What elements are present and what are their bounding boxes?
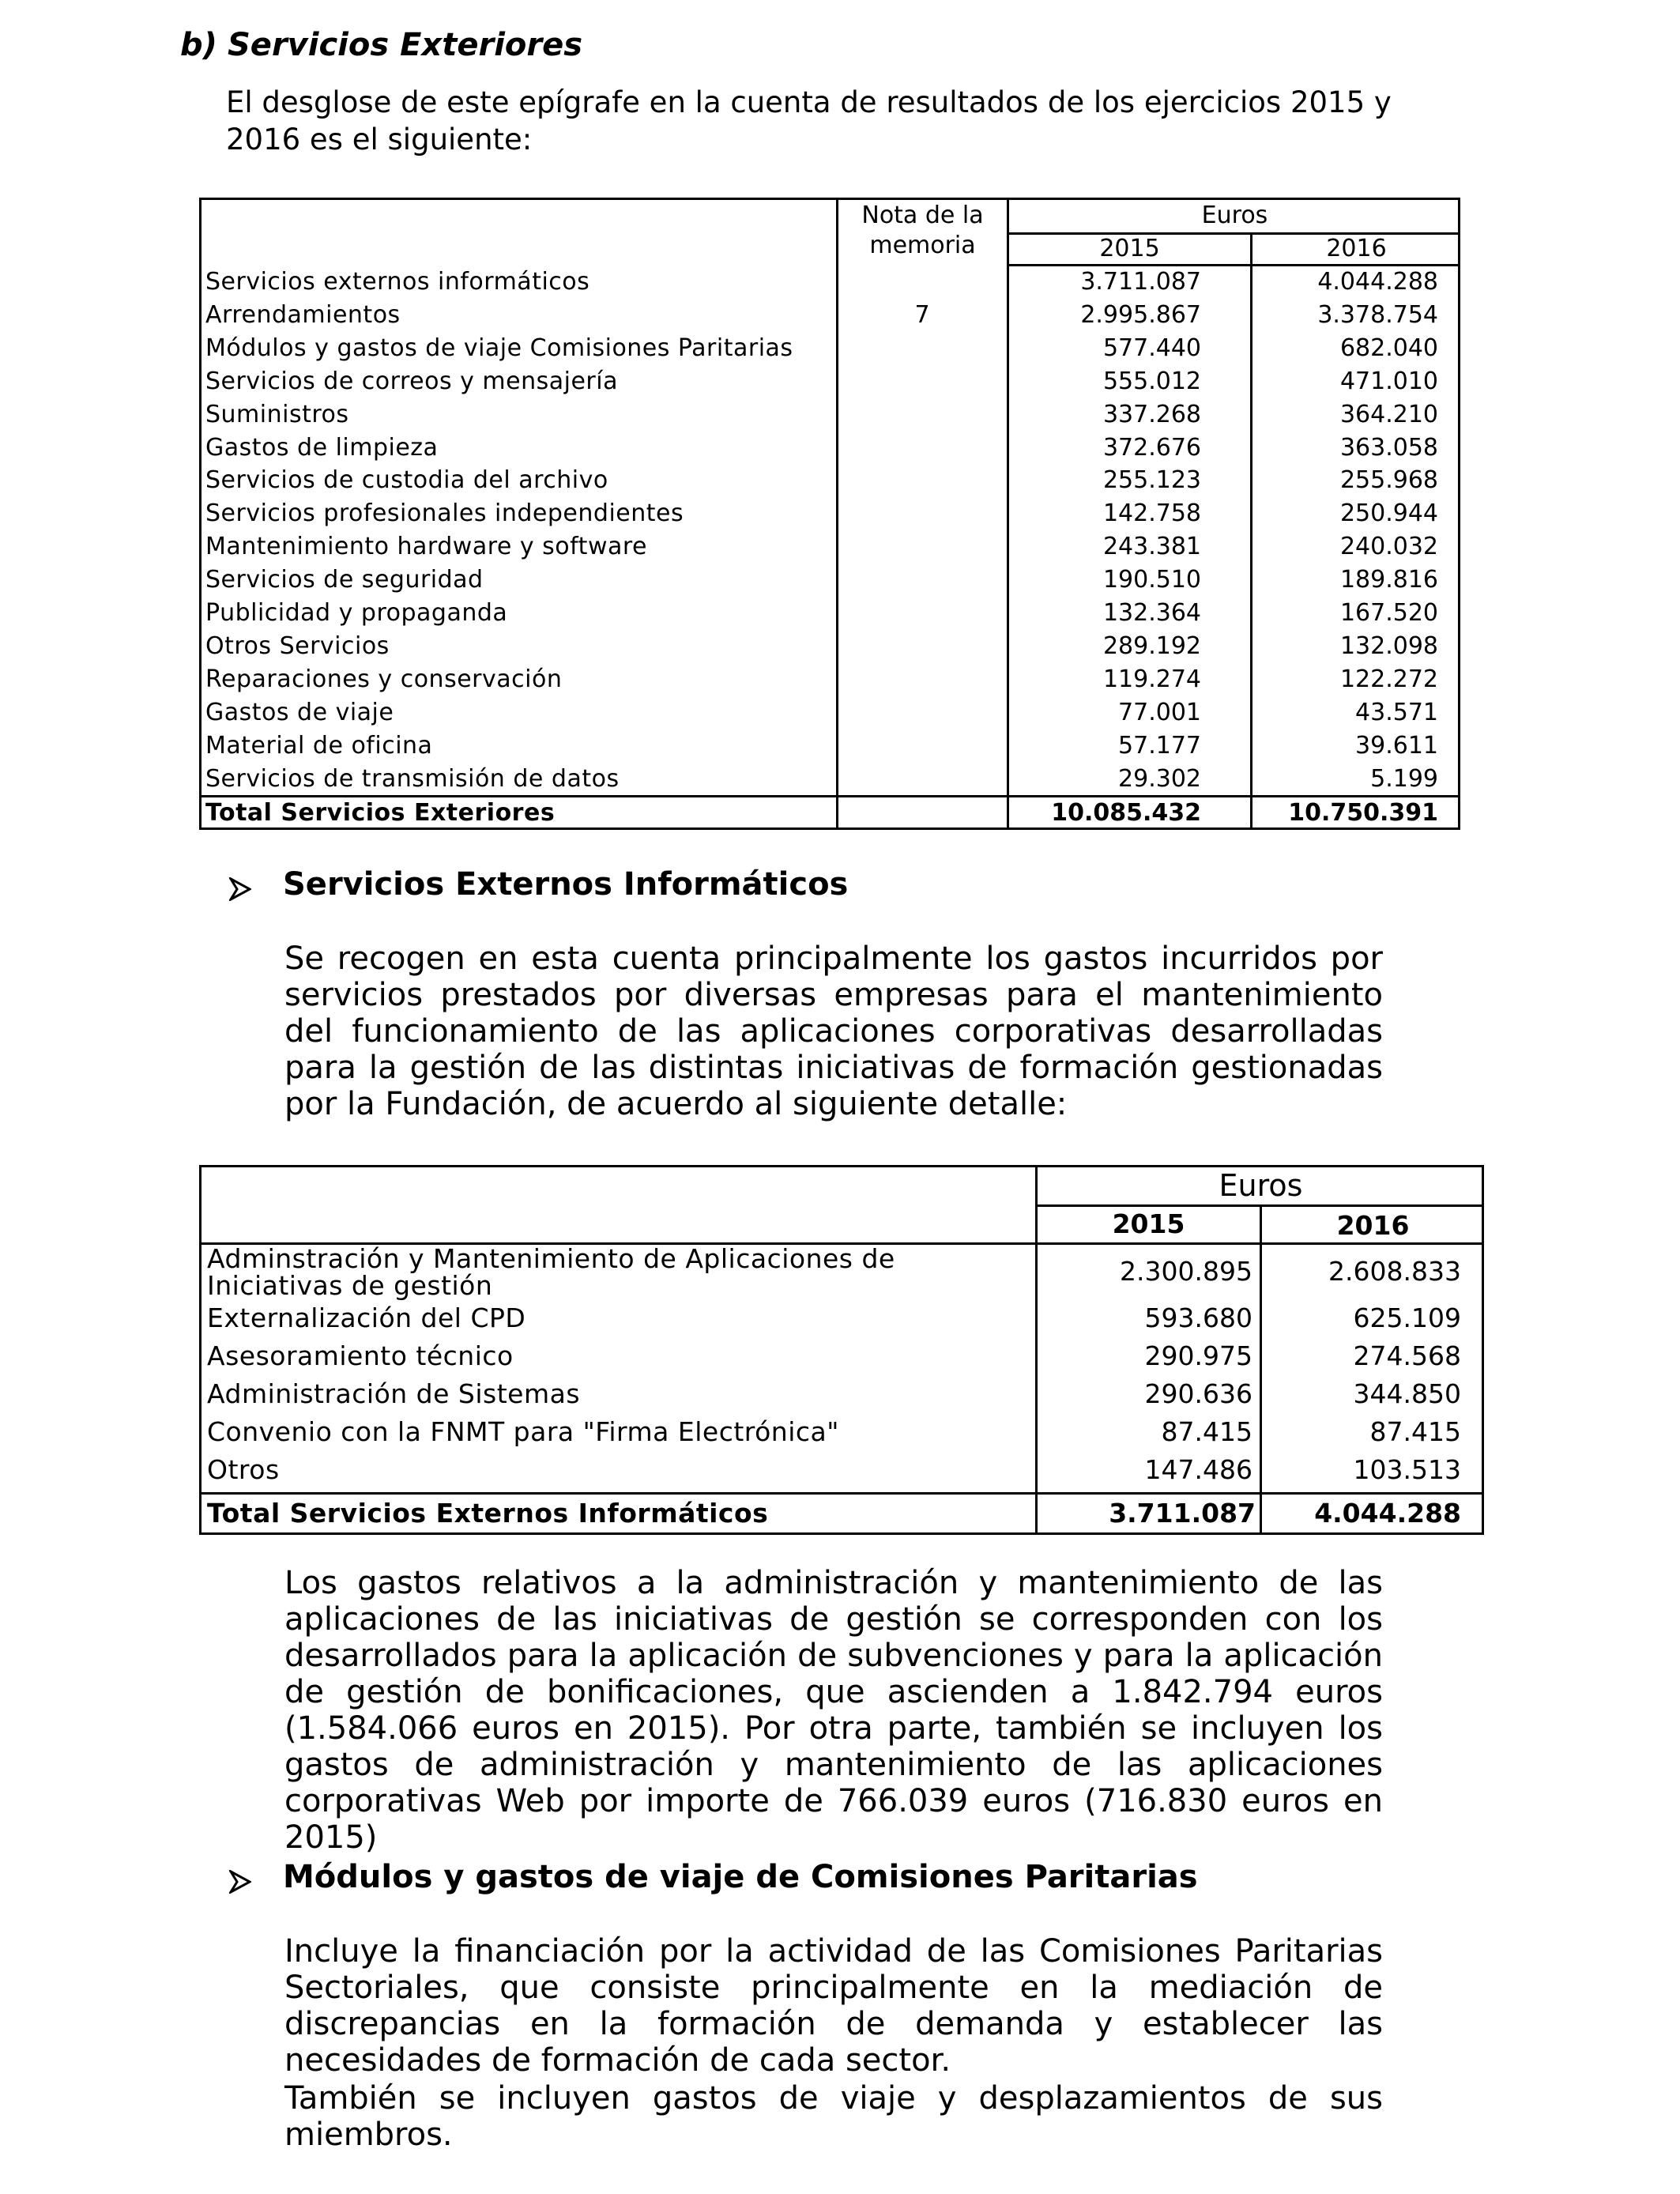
- table-row: [199, 332, 1460, 365]
- table-row: [199, 464, 1460, 497]
- paragraph-informaticos: Se recogen en esta cuenta principalmente los gastos incurridos por servicios prestados por diversas empresas para el mantenimiento del funcionamiento de las aplicaciones corporativas desarrolladas para la gestión de las distintas iniciativas de formación gestionadas por la Fundación, de acuerdo al siguiente detalle:: [284, 941, 1383, 1122]
- table-row: [199, 365, 1460, 398]
- arrowhead-bullet-icon: [229, 1865, 251, 1902]
- row-2016: 344.850: [1353, 1378, 1461, 1409]
- row-2015: 147.486: [1144, 1454, 1252, 1485]
- table-row: [199, 530, 1460, 564]
- row-label-line1: Adminstración y Mantenimiento de Aplicaciones de: [207, 1243, 895, 1274]
- row-2016: 3.378.754: [1317, 300, 1438, 329]
- row-label-line1: Externalización del CPD: [207, 1302, 526, 1333]
- header-2016: 2016: [1326, 235, 1387, 262]
- table-row: [199, 630, 1460, 663]
- row-2016: 122.272: [1339, 665, 1438, 693]
- row-2016: 364.210: [1339, 400, 1438, 428]
- row-2015: 290.636: [1144, 1378, 1252, 1409]
- row-label: Servicios de custodia del archivo: [205, 466, 608, 495]
- row-label: [207, 1413, 839, 1451]
- row-2015: 142.758: [1102, 499, 1201, 528]
- row-label: [207, 1337, 514, 1375]
- intro-text: El desglose de este epígrafe en la cuenta de resultados de los ejercicios 2015 y 2016 es el siguiente:: [226, 85, 1392, 156]
- row-2015: 255.123: [1102, 466, 1201, 495]
- row-label: Servicios de seguridad: [205, 566, 484, 594]
- table-row: [199, 299, 1460, 332]
- row-2016: 250.944: [1339, 499, 1438, 528]
- table-row: [199, 1299, 1484, 1337]
- row-2016: 471.010: [1339, 367, 1438, 395]
- servicios-externos-informaticos-table: [199, 1165, 1484, 1535]
- row-label: Servicios profesionales independientes: [205, 499, 684, 528]
- row-2016: 43.571: [1355, 698, 1438, 726]
- row-label-line1: Otros: [207, 1454, 280, 1485]
- row-label-line1: Asesoramiento técnico: [207, 1340, 514, 1371]
- row-label: Módulos y gastos de viaje Comisiones Paritarias: [205, 334, 793, 362]
- row-2016: 167.520: [1339, 599, 1438, 627]
- row-label: Arrendamientos: [205, 300, 401, 329]
- table-row: [199, 1337, 1484, 1375]
- t2-header-euros: Euros: [1219, 1168, 1303, 1203]
- row-2016: 5.199: [1370, 764, 1438, 793]
- row-label: Suministros: [205, 400, 349, 428]
- row-2016: 682.040: [1339, 334, 1438, 362]
- header-euros: Euros: [1201, 202, 1268, 229]
- row-label: Mantenimiento hardware y software: [205, 533, 647, 561]
- header-2015: 2015: [1099, 235, 1160, 262]
- row-2015: 2.300.895: [1120, 1256, 1252, 1287]
- row-2015: 87.415: [1161, 1416, 1252, 1447]
- row-label: Reparaciones y conservación: [205, 665, 563, 693]
- row-2016: 189.816: [1339, 566, 1438, 594]
- table-total-row: [199, 797, 1460, 830]
- row-label: Gastos de viaje: [205, 698, 394, 726]
- row-nota: 7: [914, 300, 930, 329]
- row-label: Servicios de correos y mensajería: [205, 367, 618, 395]
- row-2016: 39.611: [1355, 731, 1438, 760]
- row-label-line1: Administración de Sistemas: [207, 1378, 581, 1409]
- table-row: [199, 1451, 1484, 1489]
- table-row: [199, 729, 1460, 763]
- total-2016: 10.750.391: [1288, 799, 1438, 827]
- row-label-line2: Iniciativas de gestión: [207, 1270, 493, 1301]
- row-2016: 625.109: [1353, 1302, 1461, 1333]
- section-title: Servicios Exteriores: [228, 27, 583, 63]
- subsection-title-informaticos: Servicios Externos Informáticos: [283, 866, 849, 903]
- row-label: Servicios externos informáticos: [205, 268, 590, 296]
- total-2015: 10.085.432: [1051, 799, 1201, 827]
- row-2016: 240.032: [1339, 533, 1438, 561]
- row-label: [207, 1375, 580, 1413]
- t2-total-label: Total Servicios Externos Informáticos: [207, 1498, 769, 1529]
- row-2016: 132.098: [1339, 631, 1438, 660]
- table-row: [199, 696, 1460, 729]
- row-2016: 103.513: [1353, 1454, 1461, 1485]
- table-row: [199, 398, 1460, 432]
- table-row: [199, 597, 1460, 630]
- row-label: Publicidad y propaganda: [205, 599, 508, 627]
- row-2015: 77.001: [1118, 698, 1201, 726]
- section-heading: [180, 27, 582, 63]
- row-label: Otros Servicios: [205, 631, 390, 660]
- row-label: [207, 1451, 280, 1489]
- paragraph-comisiones-2: También se incluyen gastos de viaje y desplazamientos de sus miembros.: [284, 2080, 1383, 2153]
- row-2015: 57.177: [1118, 731, 1201, 760]
- t2-total-row: [199, 1494, 1484, 1533]
- row-2016: 87.415: [1369, 1416, 1461, 1447]
- table-row: [199, 663, 1460, 696]
- table-row: [199, 1413, 1484, 1451]
- row-2015: 555.012: [1102, 367, 1201, 395]
- row-2015: 29.302: [1118, 764, 1201, 793]
- row-label: Servicios de transmisión de datos: [205, 764, 620, 793]
- t2-total-2015: 3.711.087: [1109, 1498, 1256, 1529]
- subsection-title-comisiones: Módulos y gastos de viaje de Comisiones Paritarias: [283, 1859, 1198, 1895]
- table-row: [199, 497, 1460, 530]
- row-2015: 289.192: [1102, 631, 1201, 660]
- table-row: [199, 266, 1460, 299]
- row-2015: 119.274: [1102, 665, 1201, 693]
- row-2015: 593.680: [1144, 1302, 1252, 1333]
- paragraph-after-table2: Los gastos relativos a la administración y mantenimiento de las aplicaciones de las iniciativas de gestión se corresponden con los desarrollados para la aplicación de subvenciones y para la aplicación de gestión de bonificaciones, que ascienden a 1.842.794 euros (1.584.066 euros en 2015). Por otra parte, también se incluyen los gastos de administración y mantenimiento de las aplicaciones corporativas Web por importe de 766.039 euros (716.830 euros en 2015): [284, 1565, 1383, 1856]
- row-2015: 132.364: [1102, 599, 1201, 627]
- row-2016: 4.044.288: [1317, 268, 1438, 296]
- row-2015: 577.440: [1102, 334, 1201, 362]
- t2-total-2016: 4.044.288: [1314, 1498, 1461, 1529]
- t2-header-2015: 2015: [1112, 1208, 1185, 1239]
- row-2015: 290.975: [1144, 1340, 1252, 1371]
- row-2015: 372.676: [1102, 433, 1201, 462]
- row-label: [207, 1244, 895, 1301]
- table-row: [199, 763, 1460, 796]
- section-letter: b): [180, 27, 217, 63]
- row-label: [207, 1299, 525, 1337]
- row-2016: 363.058: [1339, 433, 1438, 462]
- row-label: Gastos de limpieza: [205, 433, 439, 462]
- table-row: [199, 432, 1460, 465]
- row-2016: 255.968: [1339, 466, 1438, 495]
- t2-header-2016: 2016: [1336, 1210, 1410, 1241]
- row-2016: 2.608.833: [1328, 1256, 1461, 1287]
- row-label-line1: Convenio con la FNMT para "Firma Electrónica": [207, 1416, 839, 1447]
- total-label: Total Servicios Exteriores: [205, 799, 556, 827]
- row-2016: 274.568: [1353, 1340, 1461, 1371]
- row-2015: 190.510: [1102, 566, 1201, 594]
- header-nota-memoria: Nota de la memoria: [861, 202, 984, 259]
- arrowhead-bullet-icon: [229, 873, 251, 909]
- table-row: [199, 1375, 1484, 1413]
- row-2015: 2.995.867: [1080, 300, 1201, 329]
- row-2015: 243.381: [1102, 533, 1201, 561]
- paragraph-comisiones-1: Incluye la financiación por la actividad de las Comisiones Paritarias Sectoriales, que consiste principalmente en la mediación de discrepancias en la formación de demanda y establecer las necesidades de formación de cada sector.: [284, 1933, 1383, 2079]
- table-row: [199, 564, 1460, 597]
- row-label: Material de oficina: [205, 731, 433, 760]
- table-row: [199, 1244, 1484, 1299]
- row-2015: 3.711.087: [1080, 268, 1201, 296]
- servicios-exteriores-table: [199, 198, 1460, 830]
- row-2015: 337.268: [1102, 400, 1201, 428]
